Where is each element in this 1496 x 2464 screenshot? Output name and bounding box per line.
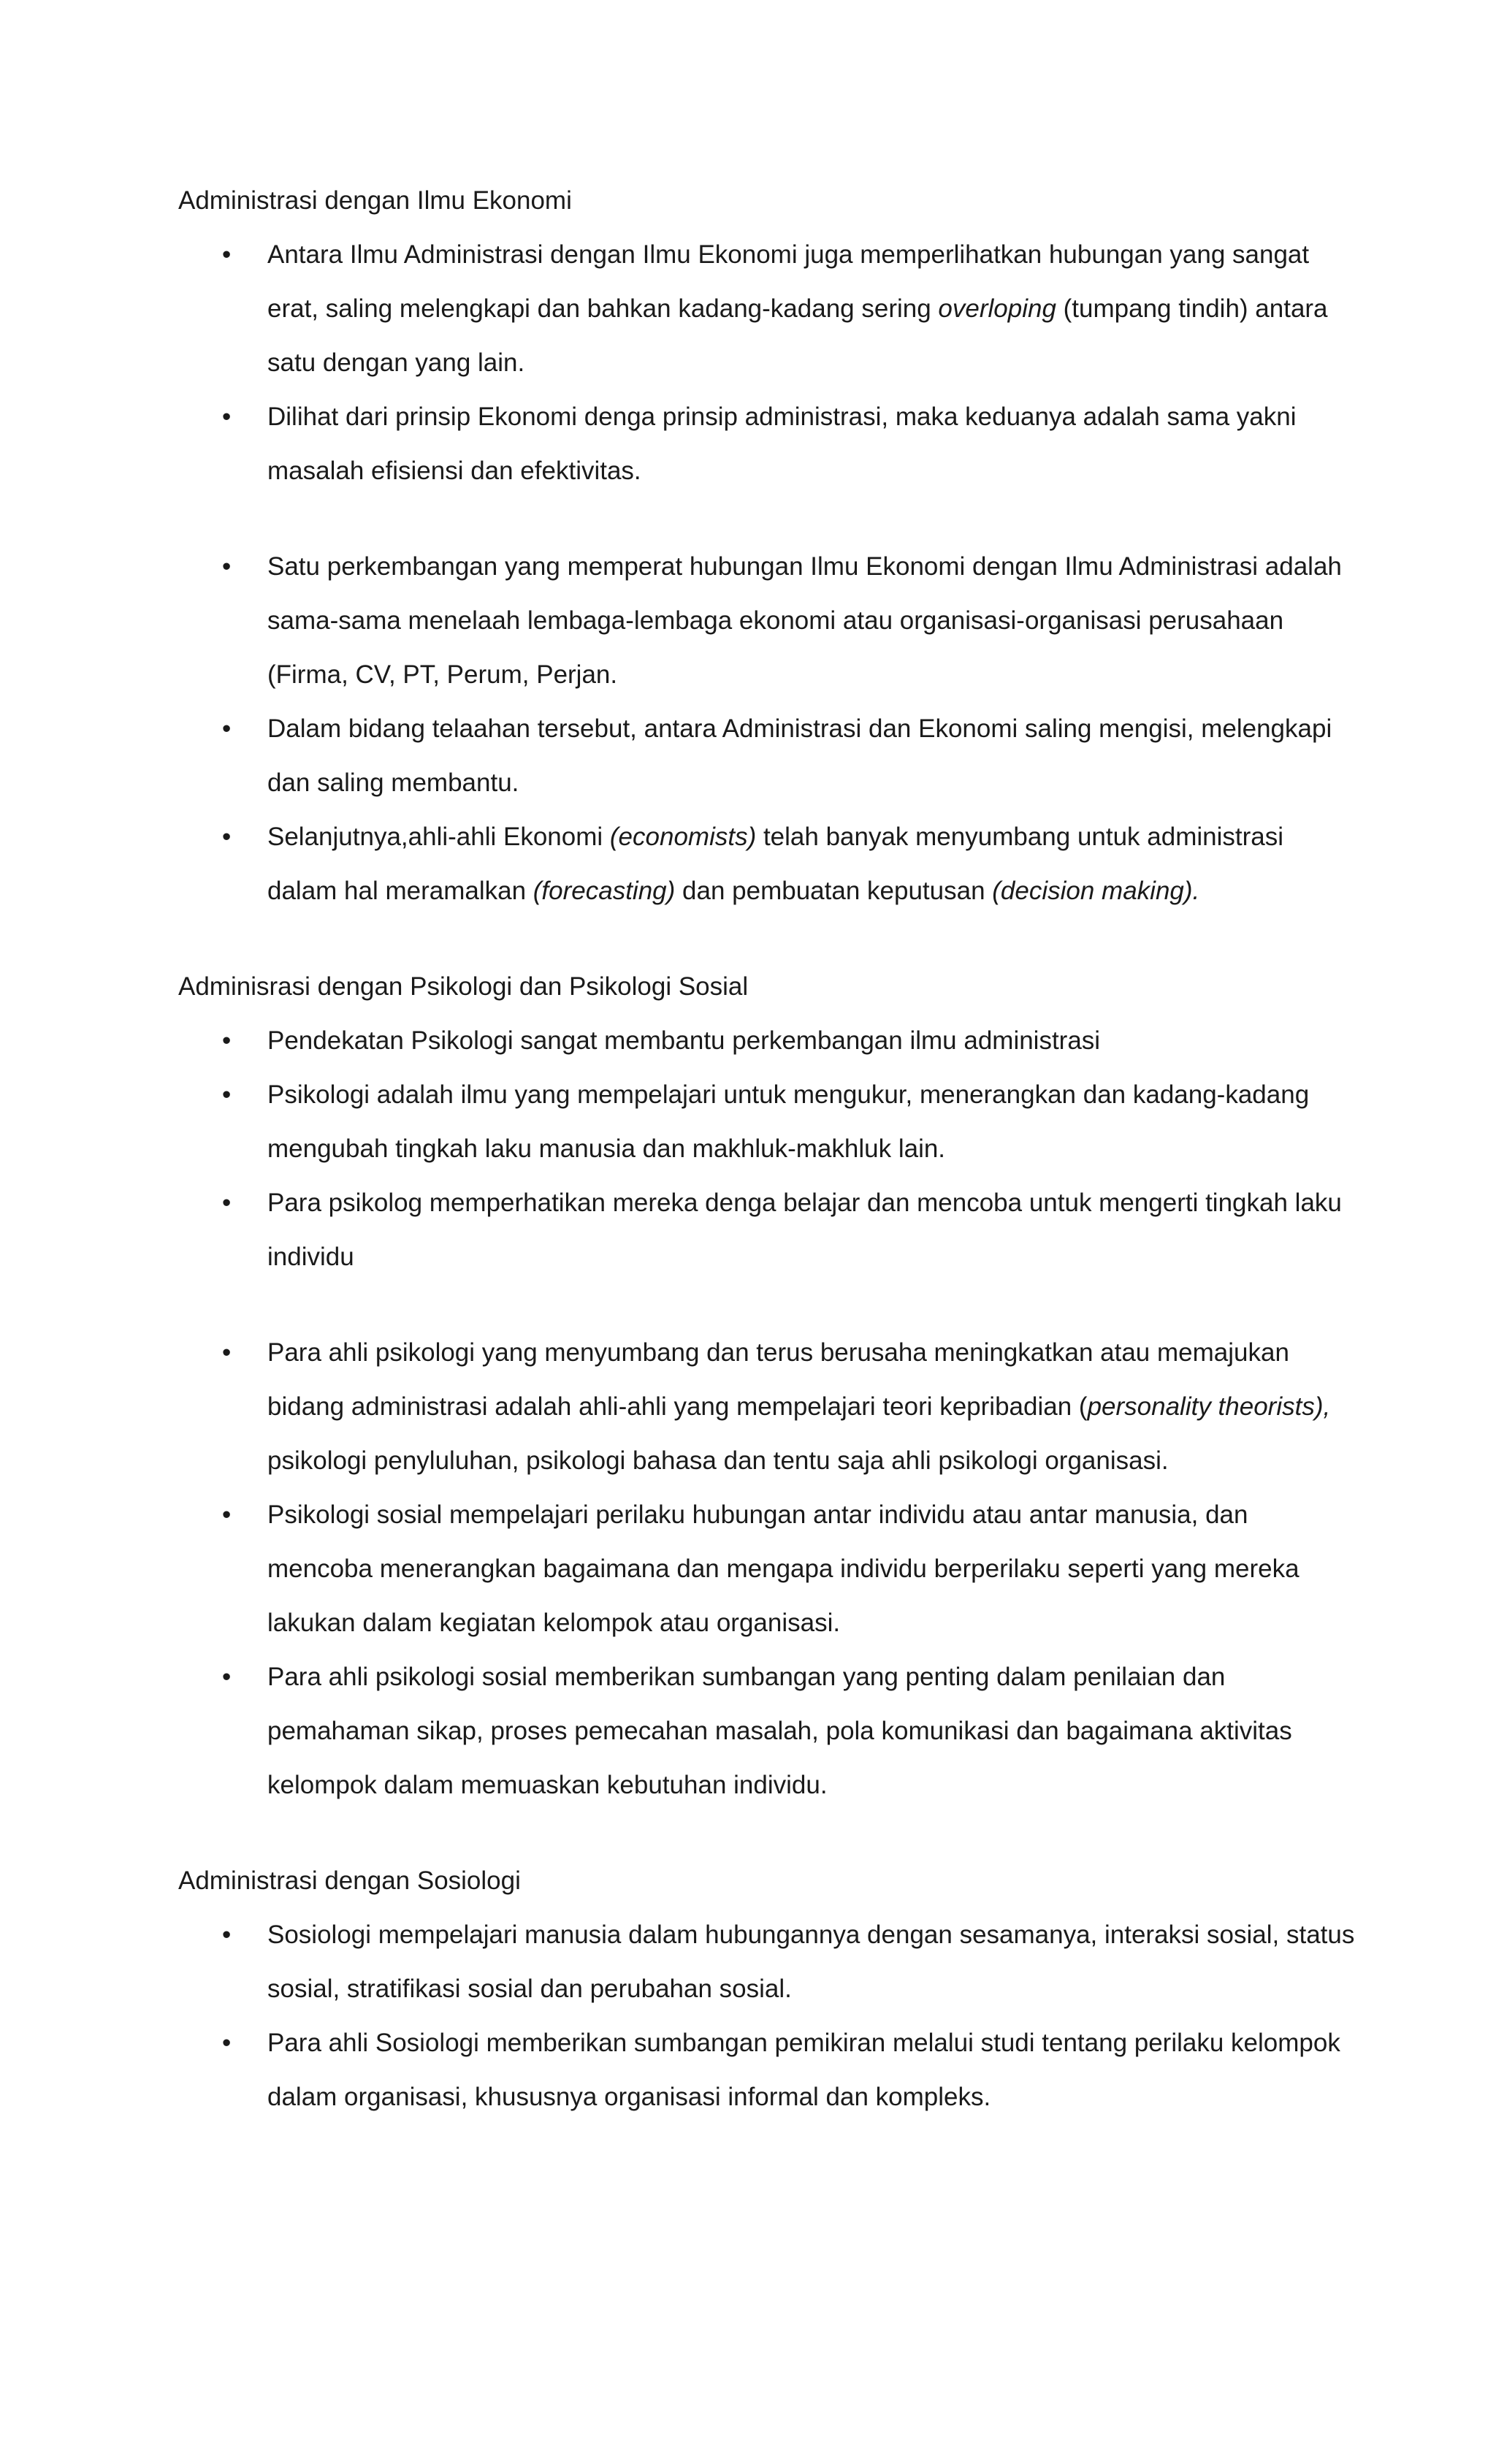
text-run: Para ahli Sosiologi memberikan sumbangan pemikiran melalui studi tentang perilaku kelompok dalam organisasi, khususnya organisasi informal dan kompleks. — [267, 2029, 1340, 2111]
text-run: Para psikolog memperhatikan mereka denga belajar dan mencoba untuk mengerti tingkah laku individu — [267, 1189, 1342, 1271]
bullet-item — [178, 1068, 1357, 1176]
text-run: Selanjutnya,ahli-ahli Ekonomi — [267, 823, 610, 851]
text-run: Dilihat dari prinsip Ekonomi denga prinsip administrasi, maka keduanya adalah sama yakni masalah efisiensi dan efektivitas. — [267, 403, 1297, 485]
bullet-list — [178, 1908, 1357, 2124]
text-run: Para ahli psikologi yang menyumbang dan terus berusaha meningkatkan atau memajukan bidang administrasi adalah ahli-ahli yang mempelajari teori kepribadian ( — [267, 1338, 1289, 1421]
italic-text: (forecasting) — [533, 877, 676, 905]
bullet-icon: • — [222, 823, 232, 851]
bullet-item — [178, 1014, 1357, 1068]
bullet-item — [178, 1176, 1357, 1284]
bullet-item — [178, 810, 1357, 918]
text-run: Dalam bidang telaahan tersebut, antara Administrasi dan Ekonomi saling mengisi, melengkapi dan saling membantu. — [267, 714, 1332, 797]
bullet-icon: • — [222, 1189, 232, 1217]
text-run: Para ahli psikologi sosial memberikan sumbangan yang penting dalam penilaian dan pemahaman sikap, proses pemecahan masalah, pola komunikasi dan bagaimana aktivitas kelompok dalam memuaskan kebutuhan individu. — [267, 1663, 1292, 1799]
text-run: Sosiologi mempelajari manusia dalam hubungannya dengan sesamanya, interaksi sosial, status sosial, stratifikasi sosial dan perubahan sosial. — [267, 1921, 1355, 2003]
text-run: Psikologi adalah ilmu yang mempelajari untuk mengukur, menerangkan dan kadang-kadang mengubah tingkah laku manusia dan makhluk-makhluk lain. — [267, 1080, 1310, 1163]
bullet-item — [178, 1908, 1357, 2016]
text-run: Antara Ilmu Administrasi dengan Ilmu Ekonomi juga memperlihatkan hubungan yang sangat erat, saling melengkapi dan bahkan kadang-kadang sering — [267, 240, 1310, 323]
text-run: Psikologi sosial mempelajari perilaku hubungan antar individu atau antar manusia, dan mencoba menerangkan bagaimana dan mengapa individu berperilaku seperti yang mereka lakukan dalam kegiatan kelompok atau organisasi. — [267, 1500, 1300, 1637]
italic-text: (economists) — [609, 823, 757, 851]
bullet-icon: • — [222, 1080, 232, 1109]
bullet-icon: • — [222, 1026, 232, 1055]
bullet-item — [178, 540, 1357, 702]
bullet-icon: • — [222, 714, 232, 743]
text-run: (tumpang tindih) antara satu dengan yang lain. — [267, 294, 1328, 377]
text-run: psikologi penyluluhan, psikologi bahasa dan tentu saja ahli psikologi organisasi. — [267, 1446, 1169, 1475]
bullet-item — [178, 1650, 1357, 1812]
text-run: dan pembuatan keputusan — [675, 877, 993, 905]
bullet-icon: • — [222, 240, 232, 269]
bullet-icon: • — [222, 2029, 232, 2057]
section — [178, 960, 1357, 1812]
bullet-icon: • — [222, 1663, 232, 1691]
section-heading: Administrasi dengan Ilmu Ekonomi — [178, 186, 572, 215]
italic-text: personality theorists), — [1087, 1392, 1331, 1421]
section — [178, 1854, 1357, 2124]
bullet-item — [178, 1488, 1357, 1650]
text-run: Pendekatan Psikologi sangat membantu perkembangan ilmu administrasi — [267, 1026, 1101, 1055]
bullet-icon: • — [222, 403, 232, 431]
text-run: Satu perkembangan yang memperat hubungan Ilmu Ekonomi dengan Ilmu Administrasi adalah sama-sama menelaah lembaga-lembaga ekonomi atau organisasi-organisasi perusahaan (Firma, CV, PT, Perum, Perjan. — [267, 552, 1342, 689]
italic-text: (decision making). — [992, 877, 1200, 905]
bullet-icon: • — [222, 552, 232, 581]
bullet-item — [178, 2016, 1357, 2124]
bullet-item — [178, 1326, 1357, 1488]
bullet-list — [178, 228, 1357, 918]
bullet-icon: • — [222, 1500, 232, 1529]
section — [178, 174, 1357, 918]
bullet-item — [178, 702, 1357, 810]
section-heading: Adminisrasi dengan Psikologi dan Psikologi Sosial — [178, 972, 749, 1001]
bullet-icon: • — [222, 1921, 232, 1949]
bullet-item — [178, 228, 1357, 390]
section-heading: Administrasi dengan Sosiologi — [178, 1866, 521, 1895]
text-run: telah banyak menyumbang untuk administrasi dalam hal meramalkan — [267, 823, 1284, 905]
bullet-list — [178, 1014, 1357, 1812]
bullet-item — [178, 390, 1357, 498]
bullet-icon: • — [222, 1338, 232, 1367]
italic-text: overloping — [938, 294, 1056, 323]
document-content — [178, 174, 1357, 2124]
